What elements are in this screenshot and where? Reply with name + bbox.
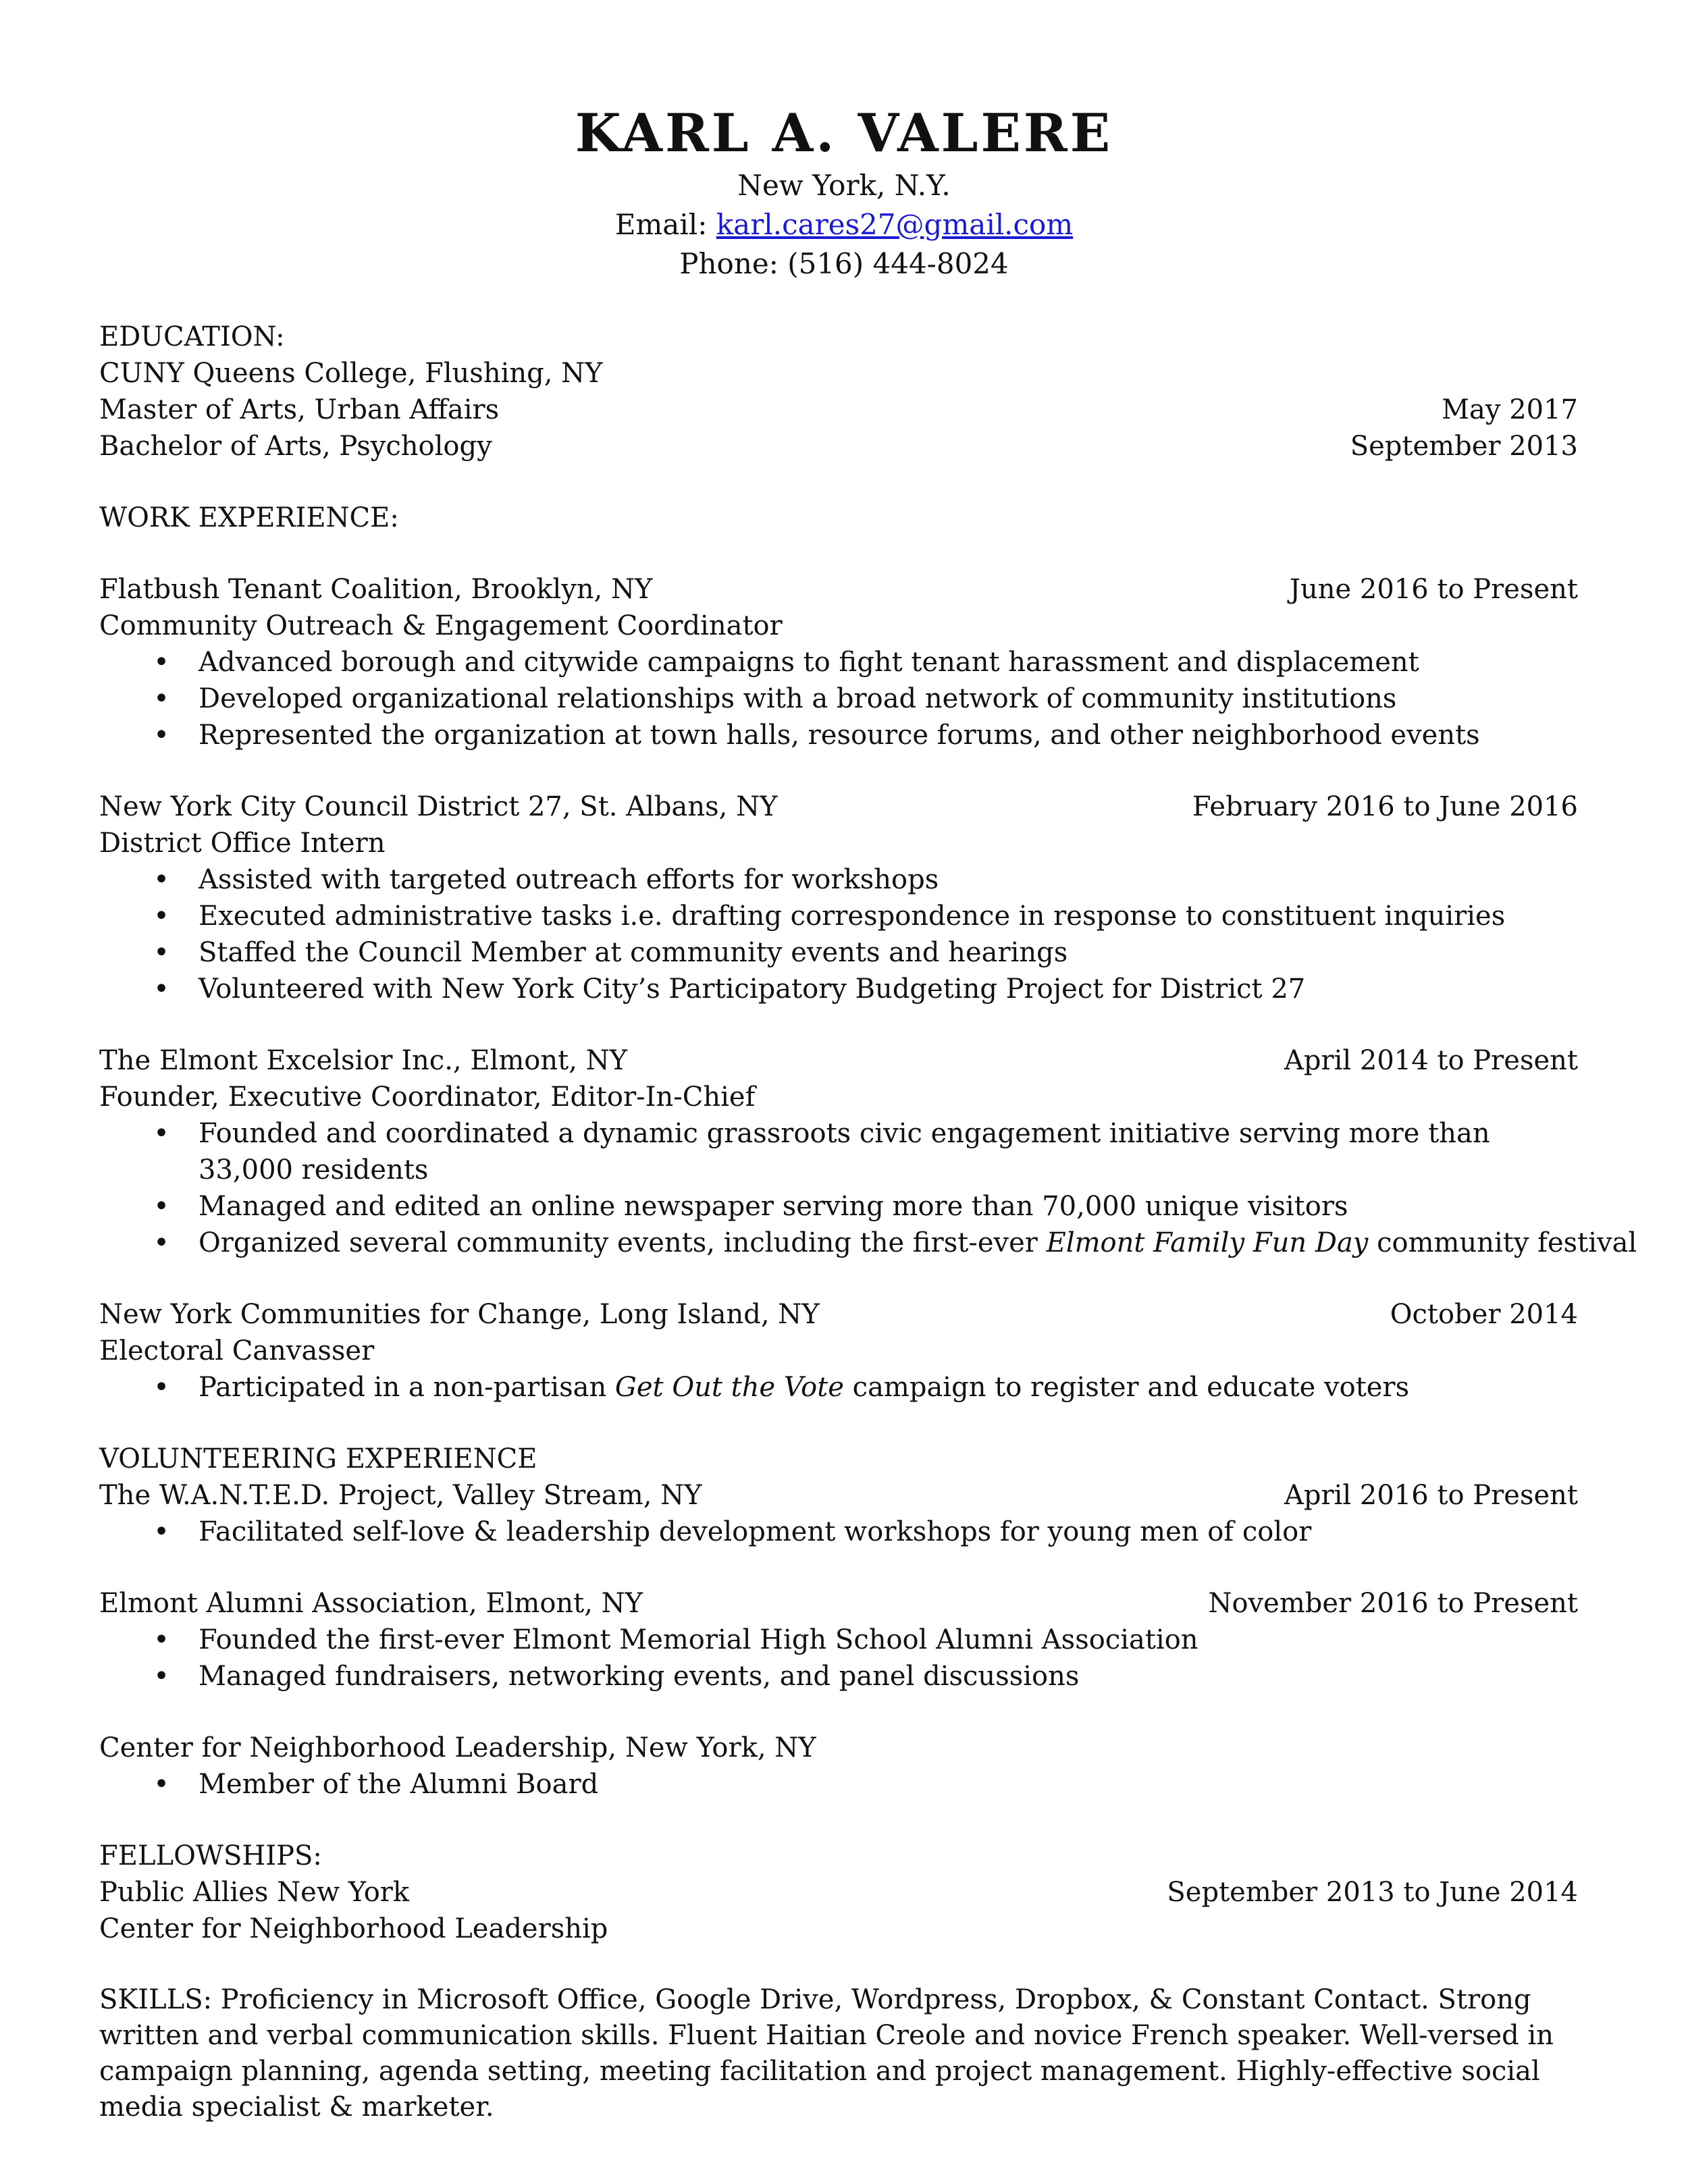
degree-title: Bachelor of Arts, Psychology	[99, 431, 492, 462]
volunteer-bullets	[99, 1514, 1578, 1550]
bullet-icon: •	[153, 1372, 169, 1403]
bullet-icon: •	[153, 1227, 169, 1258]
job-org: The Elmont Excelsior Inc., Elmont, NY	[99, 1045, 628, 1076]
degree-date: May 2017	[1442, 394, 1578, 425]
bullet-icon: •	[153, 683, 169, 714]
bullet-item: • Member of the Alumni Board	[99, 1766, 1578, 1803]
bullet-icon: •	[153, 901, 169, 932]
job-bullets	[99, 1369, 1578, 1406]
volunteer-bullets	[99, 1622, 1578, 1695]
bullet-item: • Participated in a non-partisan Get Out the Vote campaign to register and educate voters	[99, 1369, 1578, 1406]
bullet-icon: •	[153, 1118, 169, 1149]
bullet-item: • Advanced borough and citywide campaigns to fight tenant harassment and displacement	[99, 644, 1578, 681]
bullet-item: • Managed and edited an online newspaper serving more than 70,000 unique visitors	[99, 1188, 1578, 1225]
fellowship-name: Public Allies New York	[99, 1877, 410, 1908]
bullet-icon: •	[153, 1769, 169, 1800]
job-bullets	[99, 644, 1578, 753]
fellowship-date: September 2013 to June 2014	[1167, 1877, 1578, 1908]
campaign-name: Get Out the Vote	[614, 1372, 844, 1403]
job-date: October 2014	[1390, 1299, 1578, 1330]
bullet-item: • Volunteered with New York City’s Participatory Budgeting Project for District 27	[99, 971, 1578, 1007]
job-date: February 2016 to June 2016	[1192, 791, 1578, 822]
resume-body	[99, 319, 1637, 2125]
job-org: New York City Council District 27, St. Albans, NY	[99, 791, 778, 822]
job-date: June 2016 to Present	[1289, 574, 1578, 605]
job-role: District Office Intern	[99, 828, 386, 859]
bullet-icon: •	[153, 1191, 169, 1222]
bullet-item: • Staffed the Council Member at community events and hearings	[99, 934, 1578, 971]
volunteer-header	[99, 1477, 1578, 1514]
degree-title: Master of Arts, Urban Affairs	[99, 394, 500, 425]
job-org: New York Communities for Change, Long Island, NY	[99, 1299, 820, 1330]
volunteer-org: Elmont Alumni Association, Elmont, NY	[99, 1588, 643, 1619]
volunteer-header	[99, 1585, 1578, 1622]
candidate-name: KARL A. VALERE	[575, 103, 1113, 164]
volunteer-date: April 2016 to Present	[1284, 1480, 1578, 1511]
bullet-icon: •	[153, 974, 169, 1005]
job-header	[99, 789, 1578, 825]
bullet-icon: •	[153, 937, 169, 968]
bullet-item: • Managed fundraisers, networking events, and panel discussions	[99, 1658, 1578, 1695]
degree-row	[99, 428, 1578, 464]
job-header	[99, 571, 1578, 608]
bullet-icon: •	[153, 720, 169, 751]
fellowship-name: Center for Neighborhood Leadership	[99, 1913, 608, 1944]
job-date: April 2014 to Present	[1284, 1045, 1578, 1076]
degree-row	[99, 392, 1578, 428]
bullet-item: • Founded the first-ever Elmont Memorial High School Alumni Association	[99, 1622, 1578, 1658]
job-header	[99, 1042, 1578, 1079]
fellowship-row	[99, 1911, 1578, 1947]
skills-paragraph: SKILLS: Proficiency in Microsoft Office, Google Drive, Wordpress, Dropbox, & Constant Contact. Strong written and verbal communication skills. Fluent Haitian Creole and novice French speaker. Well-versed in campaign planning, agenda setting, meeting facilitation and project management. Highly-effective social media specialist & marketer.	[99, 1984, 1554, 2123]
email-label: Email:	[614, 208, 716, 241]
email-link[interactable]: karl.cares27@gmail.com	[716, 208, 1074, 241]
degree-date: September 2013	[1350, 431, 1578, 462]
bullet-item: • Facilitated self-love & leadership development workshops for young men of color	[99, 1514, 1578, 1550]
job-header	[99, 1296, 1578, 1333]
volunteer-bullets	[99, 1766, 1578, 1803]
email-line	[0, 205, 1688, 244]
bullet-item: • Organized several community events, including the first-ever Elmont Family Fun Day community festival	[99, 1225, 1578, 1261]
location: New York, N.Y.	[737, 169, 951, 202]
bullet-icon: •	[153, 864, 169, 895]
bullet-item: • Founded and coordinated a dynamic grassroots civic engagement initiative serving more than 33,000 residents	[99, 1115, 1578, 1188]
job-bullets	[99, 861, 1578, 1007]
bullet-icon: •	[153, 1516, 169, 1547]
volunteer-org: The W.A.N.T.E.D. Project, Valley Stream, NY	[99, 1480, 702, 1511]
volunteer-org: Center for Neighborhood Leadership, New York, NY	[99, 1732, 816, 1763]
education-heading: EDUCATION:	[99, 321, 285, 352]
bullet-item: • Executed administrative tasks i.e. drafting correspondence in response to constituent inquiries	[99, 898, 1578, 934]
event-name: Elmont Family Fun Day	[1046, 1227, 1369, 1258]
fellowships-heading: FELLOWSHIPS:	[99, 1840, 322, 1871]
volunteer-date: November 2016 to Present	[1208, 1588, 1578, 1619]
phone: Phone: (516) 444-8024	[679, 247, 1009, 280]
bullet-icon: •	[153, 647, 169, 678]
bullet-icon: •	[153, 1661, 169, 1692]
bullet-item: • Assisted with targeted outreach efforts for workshops	[99, 861, 1578, 898]
resume-header	[0, 101, 1688, 284]
job-bullets	[99, 1115, 1637, 1261]
bullet-item: • Developed organizational relationships with a broad network of community institutions	[99, 681, 1578, 717]
bullet-item: • Represented the organization at town halls, resource forums, and other neighborhood events	[99, 717, 1578, 753]
job-role: Community Outreach & Engagement Coordinator	[99, 610, 783, 641]
volunteering-heading: VOLUNTEERING EXPERIENCE	[99, 1443, 537, 1474]
education-school: CUNY Queens College, Flushing, NY	[99, 358, 603, 389]
bullet-icon: •	[153, 1624, 169, 1655]
job-org: Flatbush Tenant Coalition, Brooklyn, NY	[99, 574, 653, 605]
fellowship-row	[99, 1874, 1578, 1911]
work-heading: WORK EXPERIENCE:	[99, 502, 399, 533]
job-role: Electoral Canvasser	[99, 1335, 375, 1366]
volunteer-header	[99, 1730, 1578, 1766]
job-role: Founder, Executive Coordinator, Editor-In-Chief	[99, 1082, 756, 1113]
